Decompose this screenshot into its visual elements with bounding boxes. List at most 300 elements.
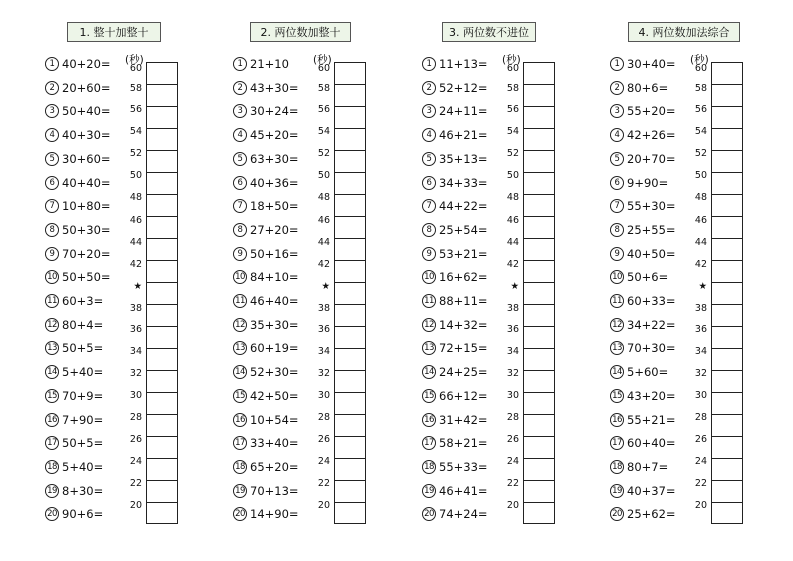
grid-divider	[524, 348, 554, 349]
section-title: 2. 两位数加整十	[250, 22, 351, 42]
grid-divider	[147, 238, 177, 239]
problem-number: 11	[233, 294, 247, 308]
grid-divider	[712, 326, 742, 327]
problem-expression: 8+30=	[62, 483, 104, 498]
problem-expression: 21+10	[250, 57, 289, 71]
problem-number: 15	[45, 389, 59, 403]
grid-divider	[524, 84, 554, 85]
time-tick: 48	[694, 192, 707, 203]
time-tick: ★	[698, 281, 707, 292]
problem-number: 5	[422, 152, 436, 166]
grid-divider	[147, 348, 177, 349]
problem-row	[45, 81, 111, 95]
grid-divider	[712, 436, 742, 437]
problem-row	[422, 270, 488, 284]
problem-expression: 88+11=	[439, 294, 488, 308]
time-tick: 56	[317, 104, 330, 115]
problem-row	[45, 223, 111, 237]
problem-expression: 63+30=	[250, 151, 299, 166]
time-tick: 44	[506, 237, 519, 248]
grid-divider	[524, 480, 554, 481]
problem-number: 12	[45, 318, 59, 332]
problem-row	[422, 365, 488, 379]
problem-row	[610, 484, 676, 498]
problem-expression: 14+32=	[439, 317, 488, 332]
problem-expression: 46+41=	[439, 483, 488, 498]
time-tick: 30	[129, 390, 142, 401]
problem-row	[610, 57, 676, 71]
problem-number: 16	[610, 413, 624, 427]
problem-expression: 90+6=	[62, 507, 104, 522]
problem-expression: 43+30=	[250, 80, 299, 95]
problem-number: 1	[233, 57, 247, 71]
problem-row	[233, 436, 299, 450]
problem-expression: 30+40=	[627, 57, 676, 71]
grid-divider	[335, 348, 365, 349]
time-tick: 58	[129, 83, 142, 94]
problem-row	[610, 413, 676, 427]
problem-number: 19	[610, 484, 624, 498]
problem-row	[422, 81, 488, 95]
problem-number: 16	[233, 413, 247, 427]
grid-divider	[524, 172, 554, 173]
problem-row	[45, 436, 103, 450]
grid-divider	[335, 216, 365, 217]
time-tick: 52	[694, 148, 707, 159]
problem-number: 3	[233, 104, 247, 118]
problem-row	[422, 294, 488, 308]
grid-divider	[147, 436, 177, 437]
time-grid	[146, 62, 178, 524]
time-tick: 42	[694, 259, 707, 270]
problem-row	[233, 199, 299, 213]
time-tick: 24	[129, 456, 142, 467]
grid-divider	[335, 370, 365, 371]
time-tick: 54	[694, 126, 707, 137]
time-tick: ★	[321, 281, 330, 292]
time-tick: 22	[694, 478, 707, 489]
problem-row	[45, 247, 111, 261]
problem-number: 15	[233, 389, 247, 403]
grid-divider	[712, 502, 742, 503]
time-tick: 36	[694, 324, 707, 335]
problem-expression: 45+20=	[250, 128, 299, 143]
problem-row	[610, 81, 668, 95]
time-tick: 44	[129, 237, 142, 248]
problem-row	[610, 270, 668, 284]
grid-divider	[524, 106, 554, 107]
problem-expression: 11+13=	[439, 57, 488, 71]
problem-row	[45, 341, 103, 355]
problem-row	[610, 507, 676, 521]
problem-expression: 10+80=	[62, 199, 111, 214]
problem-row	[233, 81, 299, 95]
time-grid	[334, 62, 366, 524]
time-tick: 56	[129, 104, 142, 115]
time-unit-label: (秒)	[502, 54, 521, 66]
grid-divider	[335, 282, 365, 283]
problem-expression: 58+21=	[439, 436, 488, 451]
problem-row	[45, 57, 111, 71]
time-tick: 28	[506, 412, 519, 423]
problem-number: 4	[422, 128, 436, 142]
section-3	[422, 0, 612, 561]
grid-divider	[335, 260, 365, 261]
problem-row	[45, 294, 103, 308]
grid-divider	[335, 128, 365, 129]
problem-expression: 60+3=	[62, 294, 104, 308]
time-tick: 50	[694, 170, 707, 181]
problem-expression: 50+30=	[62, 222, 111, 237]
problem-number: 12	[422, 318, 436, 332]
grid-divider	[335, 502, 365, 503]
grid-divider	[712, 106, 742, 107]
section-1	[45, 0, 235, 561]
problem-row	[422, 413, 488, 427]
grid-divider	[147, 150, 177, 151]
problem-number: 7	[45, 199, 59, 213]
problem-row	[422, 57, 488, 71]
problem-expression: 24+11=	[439, 104, 488, 119]
problem-row	[233, 413, 299, 427]
problem-expression: 70+9=	[62, 388, 104, 403]
problem-number: 15	[610, 389, 624, 403]
problem-expression: 43+20=	[627, 388, 676, 403]
grid-divider	[524, 392, 554, 393]
problem-expression: 66+12=	[439, 388, 488, 403]
section-4	[610, 0, 793, 561]
grid-divider	[712, 348, 742, 349]
problem-row	[233, 176, 299, 190]
problem-expression: 70+13=	[250, 483, 299, 498]
grid-divider	[335, 480, 365, 481]
problem-expression: 70+20=	[62, 246, 111, 261]
problem-number: 10	[233, 270, 247, 284]
problem-expression: 65+20=	[250, 459, 299, 474]
grid-divider	[147, 370, 177, 371]
problem-expression: 80+4=	[62, 317, 104, 332]
problem-expression: 35+30=	[250, 317, 299, 332]
time-tick: 42	[506, 259, 519, 270]
time-tick: 48	[317, 192, 330, 203]
problem-row	[45, 413, 103, 427]
problem-number: 10	[422, 270, 436, 284]
problem-expression: 34+22=	[627, 317, 676, 332]
time-tick: 54	[129, 126, 142, 137]
problem-number: 18	[233, 460, 247, 474]
problem-expression: 42+50=	[250, 388, 299, 403]
grid-divider	[712, 172, 742, 173]
grid-divider	[147, 502, 177, 503]
problem-number: 11	[422, 294, 436, 308]
problem-number: 20	[45, 507, 59, 521]
time-tick: 26	[506, 434, 519, 445]
problem-expression: 50+40=	[62, 104, 111, 119]
problem-expression: 52+30=	[250, 365, 299, 380]
grid-divider	[712, 480, 742, 481]
problem-number: 17	[610, 436, 624, 450]
grid-divider	[335, 194, 365, 195]
time-tick: 26	[129, 434, 142, 445]
grid-divider	[712, 414, 742, 415]
problem-expression: 33+40=	[250, 436, 299, 451]
problem-expression: 72+15=	[439, 341, 488, 356]
problem-row	[610, 318, 676, 332]
problem-expression: 25+62=	[627, 507, 676, 522]
problem-expression: 34+33=	[439, 175, 488, 190]
grid-divider	[147, 326, 177, 327]
problem-number: 20	[610, 507, 624, 521]
problem-expression: 40+37=	[627, 483, 676, 498]
grid-divider	[335, 304, 365, 305]
problem-number: 18	[422, 460, 436, 474]
time-tick: 50	[506, 170, 519, 181]
problem-expression: 40+20=	[62, 57, 111, 71]
problem-number: 14	[233, 365, 247, 379]
problem-number: 17	[45, 436, 59, 450]
problem-row	[422, 318, 488, 332]
problem-expression: 40+50=	[627, 246, 676, 261]
time-tick: 58	[694, 83, 707, 94]
problem-expression: 52+12=	[439, 80, 488, 95]
problem-expression: 55+20=	[627, 104, 676, 119]
problem-number: 16	[422, 413, 436, 427]
problem-row	[45, 460, 103, 474]
problem-expression: 24+25=	[439, 365, 488, 380]
problem-expression: 70+30=	[627, 341, 676, 356]
section-title: 3. 两位数不进位	[442, 22, 536, 42]
grid-divider	[147, 458, 177, 459]
grid-divider	[147, 282, 177, 283]
grid-divider	[712, 150, 742, 151]
grid-divider	[524, 458, 554, 459]
problem-expression: 80+7=	[627, 459, 669, 474]
problem-expression: 5+60=	[627, 365, 669, 380]
problem-expression: 20+70=	[627, 151, 676, 166]
problem-row	[610, 199, 676, 213]
problem-number: 20	[422, 507, 436, 521]
problem-number: 8	[45, 223, 59, 237]
grid-divider	[712, 304, 742, 305]
problem-row	[610, 176, 668, 190]
time-tick: 32	[694, 368, 707, 379]
problem-expression: 31+42=	[439, 412, 488, 427]
problem-number: 7	[233, 199, 247, 213]
time-tick: 24	[694, 456, 707, 467]
grid-divider	[335, 392, 365, 393]
problem-number: 19	[233, 484, 247, 498]
time-unit-label: (秒)	[125, 54, 144, 66]
time-tick: 20	[317, 500, 330, 511]
problem-number: 6	[422, 176, 436, 190]
problem-number: 17	[233, 436, 247, 450]
problem-row	[422, 507, 488, 521]
problem-row	[45, 270, 111, 284]
problem-expression: 30+24=	[250, 104, 299, 119]
problem-row	[233, 341, 299, 355]
problem-expression: 35+13=	[439, 151, 488, 166]
time-tick: 24	[506, 456, 519, 467]
problem-expression: 9+90=	[627, 175, 669, 190]
problem-number: 13	[233, 341, 247, 355]
time-tick: 42	[129, 259, 142, 270]
problem-expression: 25+54=	[439, 222, 488, 237]
problem-row	[233, 270, 299, 284]
time-tick: 28	[129, 412, 142, 423]
problem-row	[233, 318, 299, 332]
grid-divider	[147, 392, 177, 393]
problem-row	[610, 294, 676, 308]
time-tick: 34	[317, 346, 330, 357]
problem-expression: 20+60=	[62, 80, 111, 95]
problem-number: 9	[422, 247, 436, 261]
time-tick: 34	[506, 346, 519, 357]
problem-row	[45, 128, 111, 142]
grid-divider	[712, 194, 742, 195]
grid-divider	[335, 414, 365, 415]
grid-divider	[712, 216, 742, 217]
time-tick: 38	[129, 303, 142, 314]
problem-number: 18	[610, 460, 624, 474]
time-grid	[711, 62, 743, 524]
grid-divider	[524, 502, 554, 503]
grid-divider	[335, 150, 365, 151]
problem-row	[422, 223, 488, 237]
time-tick: 46	[506, 215, 519, 226]
time-tick: 46	[694, 215, 707, 226]
problem-number: 8	[422, 223, 436, 237]
problem-expression: 10+54=	[250, 412, 299, 427]
problem-expression: 27+20=	[250, 222, 299, 237]
time-tick: 22	[129, 478, 142, 489]
section-title: 4. 两位数加法综合	[628, 22, 740, 42]
time-tick: 36	[317, 324, 330, 335]
problem-expression: 55+33=	[439, 459, 488, 474]
grid-divider	[335, 106, 365, 107]
problem-number: 2	[233, 81, 247, 95]
problem-number: 11	[610, 294, 624, 308]
problem-expression: 60+19=	[250, 341, 299, 356]
problem-number: 10	[45, 270, 59, 284]
time-tick: 46	[129, 215, 142, 226]
problem-row	[45, 507, 103, 521]
problem-expression: 7+90=	[62, 412, 104, 427]
grid-divider	[335, 84, 365, 85]
problem-row	[233, 104, 299, 118]
problem-expression: 25+55=	[627, 222, 676, 237]
problem-number: 5	[45, 152, 59, 166]
time-tick: 24	[317, 456, 330, 467]
problem-number: 12	[610, 318, 624, 332]
problem-number: 6	[45, 176, 59, 190]
problem-expression: 74+24=	[439, 507, 488, 522]
problem-row	[233, 365, 299, 379]
time-tick: 54	[317, 126, 330, 137]
problem-number: 7	[422, 199, 436, 213]
time-tick: 22	[317, 478, 330, 489]
grid-divider	[147, 128, 177, 129]
grid-divider	[524, 216, 554, 217]
grid-divider	[335, 436, 365, 437]
problem-row	[610, 223, 676, 237]
problem-expression: 53+21=	[439, 246, 488, 261]
problem-row	[233, 460, 299, 474]
grid-divider	[147, 194, 177, 195]
problem-row	[45, 199, 111, 213]
problem-row	[422, 176, 488, 190]
problem-expression: 50+5=	[62, 341, 104, 356]
time-tick: 56	[694, 104, 707, 115]
problem-expression: 18+50=	[250, 199, 299, 214]
problem-number: 6	[610, 176, 624, 190]
problem-number: 2	[610, 81, 624, 95]
grid-divider	[712, 260, 742, 261]
problem-row	[422, 460, 488, 474]
problem-number: 20	[233, 507, 247, 521]
problem-row	[233, 507, 299, 521]
problem-row	[422, 199, 488, 213]
time-tick: 54	[506, 126, 519, 137]
problem-expression: 30+60=	[62, 151, 111, 166]
grid-divider	[147, 480, 177, 481]
time-unit-label: (秒)	[313, 54, 332, 66]
grid-divider	[524, 238, 554, 239]
time-tick: 30	[506, 390, 519, 401]
problem-row	[610, 389, 676, 403]
problem-expression: 40+30=	[62, 128, 111, 143]
problem-number: 14	[45, 365, 59, 379]
grid-divider	[147, 84, 177, 85]
section-2	[233, 0, 423, 561]
time-tick: 34	[694, 346, 707, 357]
problem-row	[422, 247, 488, 261]
grid-divider	[524, 370, 554, 371]
time-tick: 44	[694, 237, 707, 248]
time-tick: 28	[317, 412, 330, 423]
problem-number: 2	[422, 81, 436, 95]
problem-expression: 46+21=	[439, 128, 488, 143]
time-tick: 32	[129, 368, 142, 379]
grid-divider	[524, 194, 554, 195]
time-tick: 36	[506, 324, 519, 335]
time-tick: ★	[133, 281, 142, 292]
problem-number: 3	[610, 104, 624, 118]
grid-divider	[712, 238, 742, 239]
problem-row	[422, 389, 488, 403]
time-tick: 32	[506, 368, 519, 379]
problem-number: 19	[422, 484, 436, 498]
time-tick: 58	[506, 83, 519, 94]
time-tick: 20	[129, 500, 142, 511]
problem-row	[233, 484, 299, 498]
problem-number: 8	[233, 223, 247, 237]
grid-divider	[335, 172, 365, 173]
time-tick: 26	[694, 434, 707, 445]
problem-row	[45, 176, 111, 190]
problem-row	[422, 484, 488, 498]
problem-row	[610, 247, 676, 261]
grid-divider	[712, 370, 742, 371]
time-tick: 60	[694, 63, 707, 74]
grid-divider	[524, 326, 554, 327]
problem-number: 14	[422, 365, 436, 379]
problem-number: 11	[45, 294, 59, 308]
problem-row	[233, 247, 299, 261]
problem-expression: 40+40=	[62, 175, 111, 190]
time-tick: 26	[317, 434, 330, 445]
grid-divider	[524, 128, 554, 129]
time-tick: 38	[694, 303, 707, 314]
